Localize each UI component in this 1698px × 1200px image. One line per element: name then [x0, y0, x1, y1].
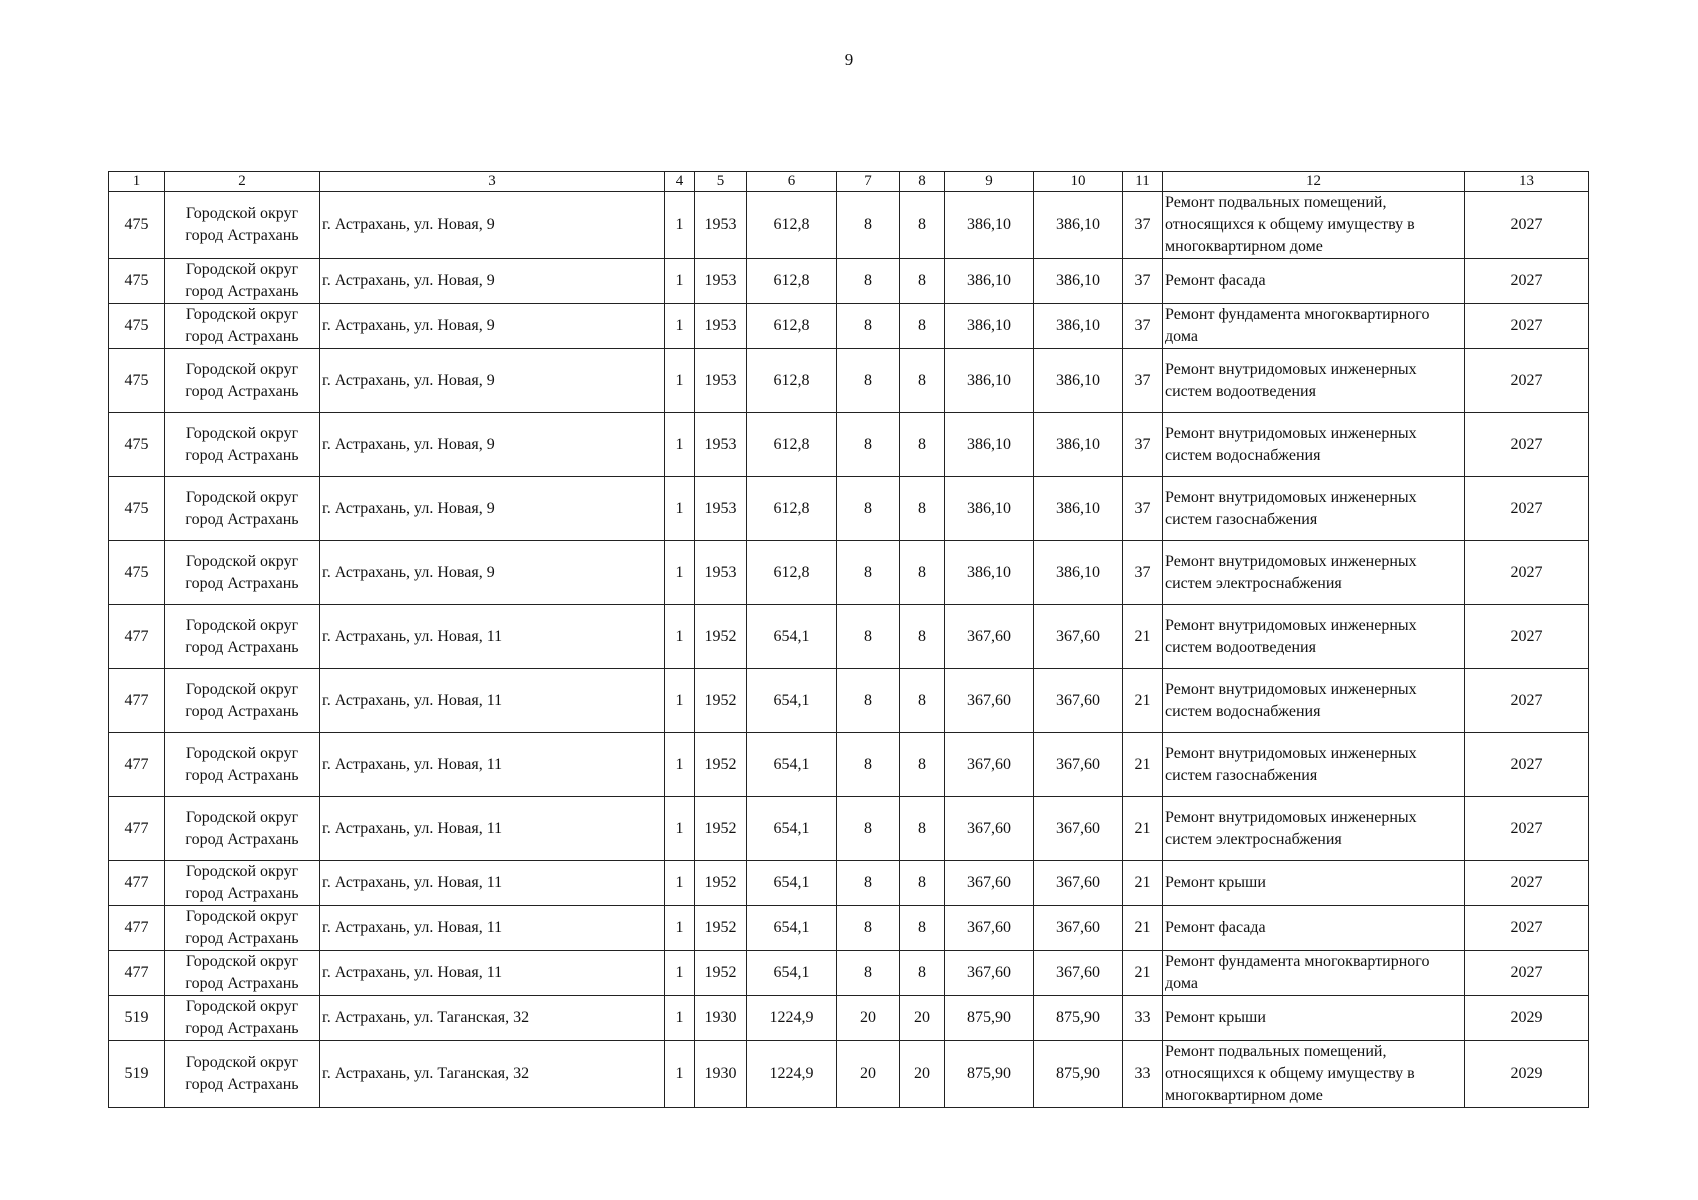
cell-col-11-value: 21	[1123, 951, 1163, 996]
cell-col-9-value: 386,10	[945, 413, 1034, 477]
cell-planned-year: 2027	[1465, 951, 1589, 996]
cell-col-10-value: 367,60	[1034, 669, 1123, 733]
cell-col-8-value: 8	[900, 477, 945, 541]
cell-planned-year: 2027	[1465, 605, 1589, 669]
cell-col-7-value: 8	[837, 906, 900, 951]
cell-col-8-value: 20	[900, 996, 945, 1041]
cell-col-8-value: 8	[900, 861, 945, 906]
cell-col-9-value: 367,60	[945, 797, 1034, 861]
cell-build-year: 1952	[695, 951, 747, 996]
cell-address: г. Астрахань, ул. Новая, 11	[320, 669, 665, 733]
cell-row-number: 477	[109, 861, 165, 906]
cell-col-9-value: 386,10	[945, 349, 1034, 413]
column-header-3: 3	[320, 172, 665, 192]
table-row	[109, 733, 1589, 797]
cell-col-9-value: 367,60	[945, 605, 1034, 669]
cell-work-type: Ремонт фасада	[1163, 259, 1465, 304]
cell-col-9-value: 386,10	[945, 192, 1034, 259]
cell-row-number: 475	[109, 477, 165, 541]
cell-col-4-value: 1	[665, 951, 695, 996]
cell-address: г. Астрахань, ул. Новая, 11	[320, 861, 665, 906]
cell-address: г. Астрахань, ул. Новая, 11	[320, 733, 665, 797]
column-header-10: 10	[1034, 172, 1123, 192]
table-row	[109, 669, 1589, 733]
cell-planned-year: 2027	[1465, 413, 1589, 477]
cell-col-7-value: 8	[837, 797, 900, 861]
column-header-4: 4	[665, 172, 695, 192]
cell-area: 612,8	[747, 349, 837, 413]
column-number-header	[109, 172, 1589, 192]
cell-area: 612,8	[747, 541, 837, 605]
cell-col-4-value: 1	[665, 906, 695, 951]
cell-planned-year: 2027	[1465, 259, 1589, 304]
table-row	[109, 192, 1589, 259]
cell-col-10-value: 386,10	[1034, 413, 1123, 477]
column-header-6: 6	[747, 172, 837, 192]
column-header-8: 8	[900, 172, 945, 192]
cell-col-8-value: 8	[900, 605, 945, 669]
cell-row-number: 477	[109, 906, 165, 951]
cell-col-10-value: 367,60	[1034, 797, 1123, 861]
table-row	[109, 477, 1589, 541]
cell-work-type: Ремонт подвальных помещений, относящихся к общему имуществу в многоквартирном доме	[1163, 192, 1465, 259]
cell-municipality: Городской округ город Астрахань	[165, 861, 320, 906]
cell-row-number: 477	[109, 797, 165, 861]
cell-row-number: 475	[109, 192, 165, 259]
cell-municipality: Городской округ город Астрахань	[165, 669, 320, 733]
column-header-2: 2	[165, 172, 320, 192]
cell-col-4-value: 1	[665, 733, 695, 797]
cell-build-year: 1952	[695, 797, 747, 861]
cell-planned-year: 2027	[1465, 477, 1589, 541]
cell-row-number: 519	[109, 1041, 165, 1108]
cell-municipality: Городской округ город Астрахань	[165, 541, 320, 605]
cell-col-11-value: 33	[1123, 1041, 1163, 1108]
cell-area: 654,1	[747, 605, 837, 669]
cell-col-9-value: 386,10	[945, 259, 1034, 304]
cell-col-7-value: 8	[837, 951, 900, 996]
column-header-12: 12	[1163, 172, 1465, 192]
cell-col-7-value: 8	[837, 605, 900, 669]
cell-col-4-value: 1	[665, 605, 695, 669]
cell-build-year: 1953	[695, 541, 747, 605]
cell-row-number: 475	[109, 349, 165, 413]
cell-build-year: 1953	[695, 192, 747, 259]
cell-municipality: Городской округ город Астрахань	[165, 304, 320, 349]
cell-area: 612,8	[747, 413, 837, 477]
cell-col-7-value: 8	[837, 861, 900, 906]
cell-col-10-value: 367,60	[1034, 906, 1123, 951]
cell-col-8-value: 8	[900, 413, 945, 477]
cell-work-type: Ремонт внутридомовых инженерных систем газоснабжения	[1163, 733, 1465, 797]
cell-col-7-value: 8	[837, 477, 900, 541]
cell-col-10-value: 367,60	[1034, 733, 1123, 797]
cell-planned-year: 2027	[1465, 192, 1589, 259]
cell-address: г. Астрахань, ул. Новая, 9	[320, 541, 665, 605]
cell-build-year: 1930	[695, 996, 747, 1041]
cell-col-9-value: 367,60	[945, 861, 1034, 906]
table-row	[109, 349, 1589, 413]
cell-work-type: Ремонт подвальных помещений, относящихся к общему имуществу в многоквартирном доме	[1163, 1041, 1465, 1108]
cell-municipality: Городской округ город Астрахань	[165, 906, 320, 951]
cell-col-4-value: 1	[665, 477, 695, 541]
cell-area: 654,1	[747, 951, 837, 996]
column-header-7: 7	[837, 172, 900, 192]
cell-planned-year: 2027	[1465, 861, 1589, 906]
cell-area: 1224,9	[747, 1041, 837, 1108]
cell-col-7-value: 8	[837, 259, 900, 304]
cell-area: 654,1	[747, 797, 837, 861]
cell-build-year: 1930	[695, 1041, 747, 1108]
cell-work-type: Ремонт фундамента многоквартирного дома	[1163, 951, 1465, 996]
cell-row-number: 477	[109, 951, 165, 996]
cell-col-11-value: 21	[1123, 733, 1163, 797]
cell-col-4-value: 1	[665, 413, 695, 477]
cell-row-number: 477	[109, 605, 165, 669]
cell-municipality: Городской округ город Астрахань	[165, 605, 320, 669]
cell-address: г. Астрахань, ул. Новая, 9	[320, 349, 665, 413]
cell-col-8-value: 8	[900, 733, 945, 797]
cell-col-7-value: 8	[837, 669, 900, 733]
table-row	[109, 906, 1589, 951]
page-number: 9	[844, 50, 854, 69]
table-row	[109, 861, 1589, 906]
cell-col-8-value: 8	[900, 259, 945, 304]
cell-municipality: Городской округ город Астрахань	[165, 797, 320, 861]
cell-col-10-value: 367,60	[1034, 605, 1123, 669]
cell-municipality: Городской округ город Астрахань	[165, 951, 320, 996]
table-row	[109, 951, 1589, 996]
cell-address: г. Астрахань, ул. Новая, 9	[320, 259, 665, 304]
cell-col-11-value: 37	[1123, 349, 1163, 413]
cell-area: 654,1	[747, 733, 837, 797]
cell-planned-year: 2027	[1465, 906, 1589, 951]
cell-col-4-value: 1	[665, 861, 695, 906]
cell-address: г. Астрахань, ул. Таганская, 32	[320, 996, 665, 1041]
cell-col-8-value: 8	[900, 541, 945, 605]
cell-work-type: Ремонт внутридомовых инженерных систем водоснабжения	[1163, 413, 1465, 477]
cell-work-type: Ремонт фундамента многоквартирного дома	[1163, 304, 1465, 349]
cell-build-year: 1953	[695, 413, 747, 477]
cell-col-8-value: 8	[900, 349, 945, 413]
cell-address: г. Астрахань, ул. Новая, 9	[320, 413, 665, 477]
table-body	[109, 192, 1589, 1108]
cell-municipality: Городской округ город Астрахань	[165, 477, 320, 541]
cell-col-8-value: 8	[900, 797, 945, 861]
cell-municipality: Городской округ город Астрахань	[165, 192, 320, 259]
cell-col-9-value: 386,10	[945, 477, 1034, 541]
cell-col-7-value: 20	[837, 996, 900, 1041]
cell-col-11-value: 21	[1123, 605, 1163, 669]
cell-col-9-value: 367,60	[945, 733, 1034, 797]
column-header-1: 1	[109, 172, 165, 192]
cell-row-number: 477	[109, 669, 165, 733]
cell-col-10-value: 386,10	[1034, 541, 1123, 605]
cell-col-8-value: 8	[900, 192, 945, 259]
cell-row-number: 475	[109, 541, 165, 605]
cell-col-11-value: 37	[1123, 192, 1163, 259]
cell-col-7-value: 8	[837, 304, 900, 349]
table-row	[109, 797, 1589, 861]
cell-address: г. Астрахань, ул. Новая, 11	[320, 797, 665, 861]
cell-col-11-value: 21	[1123, 861, 1163, 906]
cell-work-type: Ремонт внутридомовых инженерных систем водоотведения	[1163, 349, 1465, 413]
cell-col-7-value: 8	[837, 541, 900, 605]
cell-col-9-value: 367,60	[945, 669, 1034, 733]
cell-address: г. Астрахань, ул. Таганская, 32	[320, 1041, 665, 1108]
cell-work-type: Ремонт внутридомовых инженерных систем электроснабжения	[1163, 797, 1465, 861]
repair-schedule-table	[108, 171, 1589, 1108]
cell-col-7-value: 8	[837, 413, 900, 477]
cell-col-11-value: 21	[1123, 797, 1163, 861]
cell-planned-year: 2027	[1465, 797, 1589, 861]
table-row	[109, 1041, 1589, 1108]
cell-col-9-value: 367,60	[945, 951, 1034, 996]
cell-work-type: Ремонт внутридомовых инженерных систем водоснабжения	[1163, 669, 1465, 733]
cell-col-8-value: 20	[900, 1041, 945, 1108]
cell-area: 612,8	[747, 477, 837, 541]
column-header-11: 11	[1123, 172, 1163, 192]
table-row	[109, 259, 1589, 304]
cell-address: г. Астрахань, ул. Новая, 9	[320, 477, 665, 541]
cell-address: г. Астрахань, ул. Новая, 11	[320, 906, 665, 951]
cell-municipality: Городской округ город Астрахань	[165, 413, 320, 477]
cell-planned-year: 2027	[1465, 669, 1589, 733]
cell-col-9-value: 875,90	[945, 1041, 1034, 1108]
cell-col-10-value: 367,60	[1034, 861, 1123, 906]
cell-work-type: Ремонт крыши	[1163, 861, 1465, 906]
cell-build-year: 1952	[695, 605, 747, 669]
cell-planned-year: 2027	[1465, 349, 1589, 413]
cell-col-4-value: 1	[665, 349, 695, 413]
cell-planned-year: 2027	[1465, 733, 1589, 797]
cell-col-4-value: 1	[665, 304, 695, 349]
cell-municipality: Городской округ город Астрахань	[165, 1041, 320, 1108]
column-header-5: 5	[695, 172, 747, 192]
cell-area: 654,1	[747, 861, 837, 906]
cell-row-number: 477	[109, 733, 165, 797]
cell-col-11-value: 37	[1123, 413, 1163, 477]
table-row	[109, 605, 1589, 669]
cell-col-9-value: 367,60	[945, 906, 1034, 951]
cell-col-9-value: 386,10	[945, 304, 1034, 349]
cell-area: 612,8	[747, 304, 837, 349]
cell-col-8-value: 8	[900, 906, 945, 951]
cell-work-type: Ремонт внутридомовых инженерных систем электроснабжения	[1163, 541, 1465, 605]
cell-build-year: 1953	[695, 304, 747, 349]
cell-col-4-value: 1	[665, 541, 695, 605]
cell-col-4-value: 1	[665, 797, 695, 861]
cell-col-11-value: 21	[1123, 906, 1163, 951]
cell-col-9-value: 386,10	[945, 541, 1034, 605]
column-header-13: 13	[1465, 172, 1589, 192]
cell-col-8-value: 8	[900, 669, 945, 733]
cell-col-7-value: 8	[837, 192, 900, 259]
cell-area: 612,8	[747, 259, 837, 304]
cell-area: 654,1	[747, 669, 837, 733]
cell-municipality: Городской округ город Астрахань	[165, 733, 320, 797]
table-row	[109, 413, 1589, 477]
cell-col-10-value: 386,10	[1034, 259, 1123, 304]
cell-col-10-value: 875,90	[1034, 996, 1123, 1041]
cell-col-7-value: 8	[837, 349, 900, 413]
cell-planned-year: 2027	[1465, 541, 1589, 605]
cell-col-7-value: 20	[837, 1041, 900, 1108]
cell-area: 612,8	[747, 192, 837, 259]
cell-col-4-value: 1	[665, 192, 695, 259]
cell-build-year: 1952	[695, 669, 747, 733]
cell-col-10-value: 386,10	[1034, 349, 1123, 413]
cell-col-10-value: 386,10	[1034, 477, 1123, 541]
cell-col-8-value: 8	[900, 951, 945, 996]
cell-col-11-value: 37	[1123, 304, 1163, 349]
cell-build-year: 1953	[695, 349, 747, 413]
cell-municipality: Городской округ город Астрахань	[165, 349, 320, 413]
cell-work-type: Ремонт внутридомовых инженерных систем газоснабжения	[1163, 477, 1465, 541]
cell-build-year: 1952	[695, 861, 747, 906]
cell-col-11-value: 37	[1123, 477, 1163, 541]
cell-col-4-value: 1	[665, 669, 695, 733]
cell-address: г. Астрахань, ул. Новая, 9	[320, 192, 665, 259]
cell-build-year: 1952	[695, 906, 747, 951]
cell-col-4-value: 1	[665, 259, 695, 304]
cell-row-number: 475	[109, 413, 165, 477]
table-row	[109, 304, 1589, 349]
cell-col-11-value: 37	[1123, 259, 1163, 304]
cell-planned-year: 2029	[1465, 1041, 1589, 1108]
cell-work-type: Ремонт крыши	[1163, 996, 1465, 1041]
cell-build-year: 1953	[695, 477, 747, 541]
cell-address: г. Астрахань, ул. Новая, 11	[320, 605, 665, 669]
cell-area: 654,1	[747, 906, 837, 951]
table-row	[109, 996, 1589, 1041]
cell-col-10-value: 875,90	[1034, 1041, 1123, 1108]
cell-work-type: Ремонт внутридомовых инженерных систем водоотведения	[1163, 605, 1465, 669]
cell-planned-year: 2029	[1465, 996, 1589, 1041]
cell-municipality: Городской округ город Астрахань	[165, 259, 320, 304]
column-header-9: 9	[945, 172, 1034, 192]
cell-build-year: 1952	[695, 733, 747, 797]
cell-col-8-value: 8	[900, 304, 945, 349]
cell-col-10-value: 386,10	[1034, 304, 1123, 349]
cell-col-10-value: 367,60	[1034, 951, 1123, 996]
cell-address: г. Астрахань, ул. Новая, 11	[320, 951, 665, 996]
cell-row-number: 475	[109, 304, 165, 349]
cell-col-11-value: 37	[1123, 541, 1163, 605]
cell-col-11-value: 33	[1123, 996, 1163, 1041]
cell-planned-year: 2027	[1465, 304, 1589, 349]
cell-col-11-value: 21	[1123, 669, 1163, 733]
cell-col-10-value: 386,10	[1034, 192, 1123, 259]
cell-address: г. Астрахань, ул. Новая, 9	[320, 304, 665, 349]
cell-col-7-value: 8	[837, 733, 900, 797]
cell-row-number: 519	[109, 996, 165, 1041]
cell-work-type: Ремонт фасада	[1163, 906, 1465, 951]
cell-build-year: 1953	[695, 259, 747, 304]
table-row	[109, 541, 1589, 605]
cell-municipality: Городской округ город Астрахань	[165, 996, 320, 1041]
cell-col-4-value: 1	[665, 996, 695, 1041]
cell-col-9-value: 875,90	[945, 996, 1034, 1041]
cell-col-4-value: 1	[665, 1041, 695, 1108]
cell-area: 1224,9	[747, 996, 837, 1041]
cell-row-number: 475	[109, 259, 165, 304]
